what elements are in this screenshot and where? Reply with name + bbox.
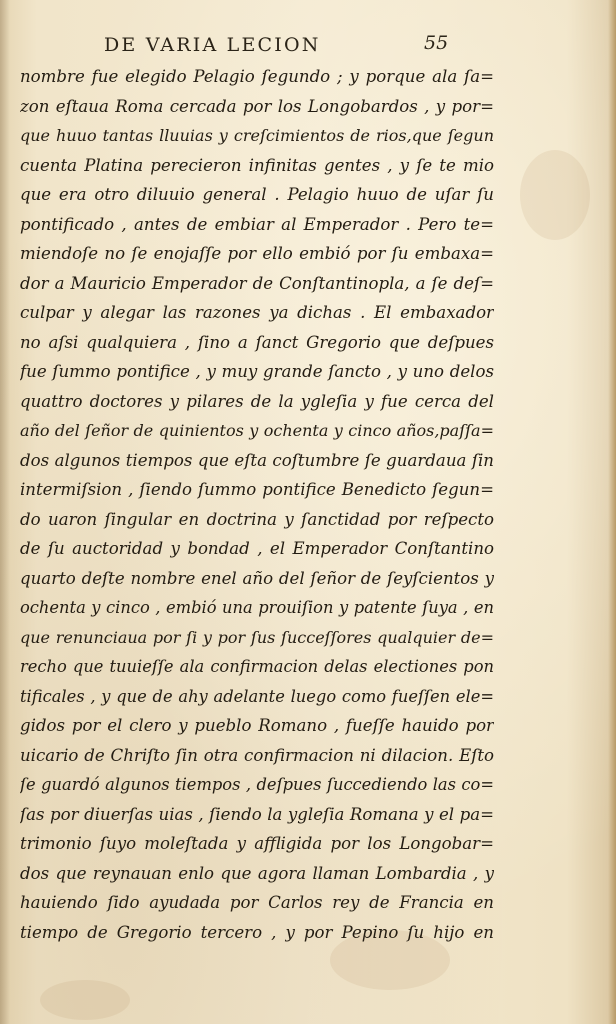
text-line: pontificado , antes de embiar al Emperador . Pero te=	[20, 214, 494, 234]
running-title: DE VARIA LECION	[104, 34, 321, 56]
page-edge	[608, 0, 616, 1024]
text-line: intermiſsion , ſiendo ſummo pontifice Benedicto ſegun=	[20, 480, 494, 499]
text-line: dos algunos tiempos que eſta coſtumbre ſe guardaua ſin	[20, 450, 494, 470]
body-text	[20, 62, 494, 947]
page-header	[0, 34, 616, 60]
text-line: de ſu auctoridad y bondad , el Emperador Conſtantino	[20, 539, 494, 558]
spine-shadow	[0, 0, 10, 1024]
text-line: año del ſeñor de quinientos y ochenta y cinco años,paſſa=	[20, 421, 494, 440]
text-line: tificales , y que de ahy adelante luego como fueſſen ele=	[20, 686, 494, 706]
text-line: recho que tuuieſſe ala confirmacion delas electiones pon	[20, 657, 494, 676]
text-line: zon eſtaua Roma cercada por los Longobardos , y por=	[20, 96, 494, 116]
text-line: dor a Mauricio Emperador de Conſtantinopla, a ſe deſ=	[20, 273, 494, 293]
text-line: que huuo tantas lluuias y creſcimientos de rios,que ſegun	[20, 126, 494, 145]
text-line: uicario de Chriſto ſin otra confirmacion ni dilacion. Eſto	[20, 745, 494, 765]
text-line: culpar y alegar las razones ya dichas . El embaxador	[20, 303, 494, 322]
text-line: do uaron ſingular en doctrina y ſanctidad por reſpecto	[20, 509, 494, 529]
text-line: ſe guardó algunos tiempos , deſpues ſuccediendo las co=	[20, 775, 494, 794]
text-line: quarto deſte nombre enel año del ſeñor de ſeyſcientos y	[20, 568, 494, 588]
text-line: hauiendo ſido ayudada por Carlos rey de Francia en	[20, 893, 494, 912]
paper-stain	[520, 150, 590, 240]
text-line: trimonio ſuyo moleſtada y affligida por los Longobar=	[20, 834, 494, 853]
text-line: que era otro diluuio general . Pelagio huuo de uſar ſu	[20, 185, 494, 204]
text-line: cuenta Platina perecieron infinitas gentes , y ſe te mio	[20, 155, 494, 175]
text-line: dos que reynauan enlo que agora llaman Lombardia , y	[20, 863, 494, 883]
text-line: ochenta y cinco , embió una prouiſion y patente ſuya , en	[20, 598, 494, 617]
text-line: fue ſummo pontifice , y muy grande ſancto , y uno delos	[20, 362, 494, 381]
text-line: nombre fue elegido Pelagio ſegundo ; y porque ala ſa=	[20, 67, 494, 86]
text-line: no aſsi qualquiera , ſino a ſanct Gregorio que deſpues	[20, 332, 494, 352]
text-line: gidos por el clero y pueblo Romano , fueſſe hauido por	[20, 716, 494, 735]
paper-stain	[40, 980, 130, 1020]
text-line: quattro doctores y pilares de la ygleſia y fue cerca del	[20, 391, 494, 411]
page-number: 55	[424, 32, 449, 54]
text-line: tiempo de Gregorio tercero , y por Pepino ſu hijo en	[20, 922, 494, 942]
text-line: que renunciaua por ſi y por ſus ſucceſſores qualquier de=	[20, 627, 494, 647]
text-line: miendoſe no ſe enojaſſe por ello embió por ſu embaxa=	[20, 244, 494, 263]
text-line: ſas por diuerſas uias , ſiendo la ygleſia Romana y el pa=	[20, 804, 494, 824]
